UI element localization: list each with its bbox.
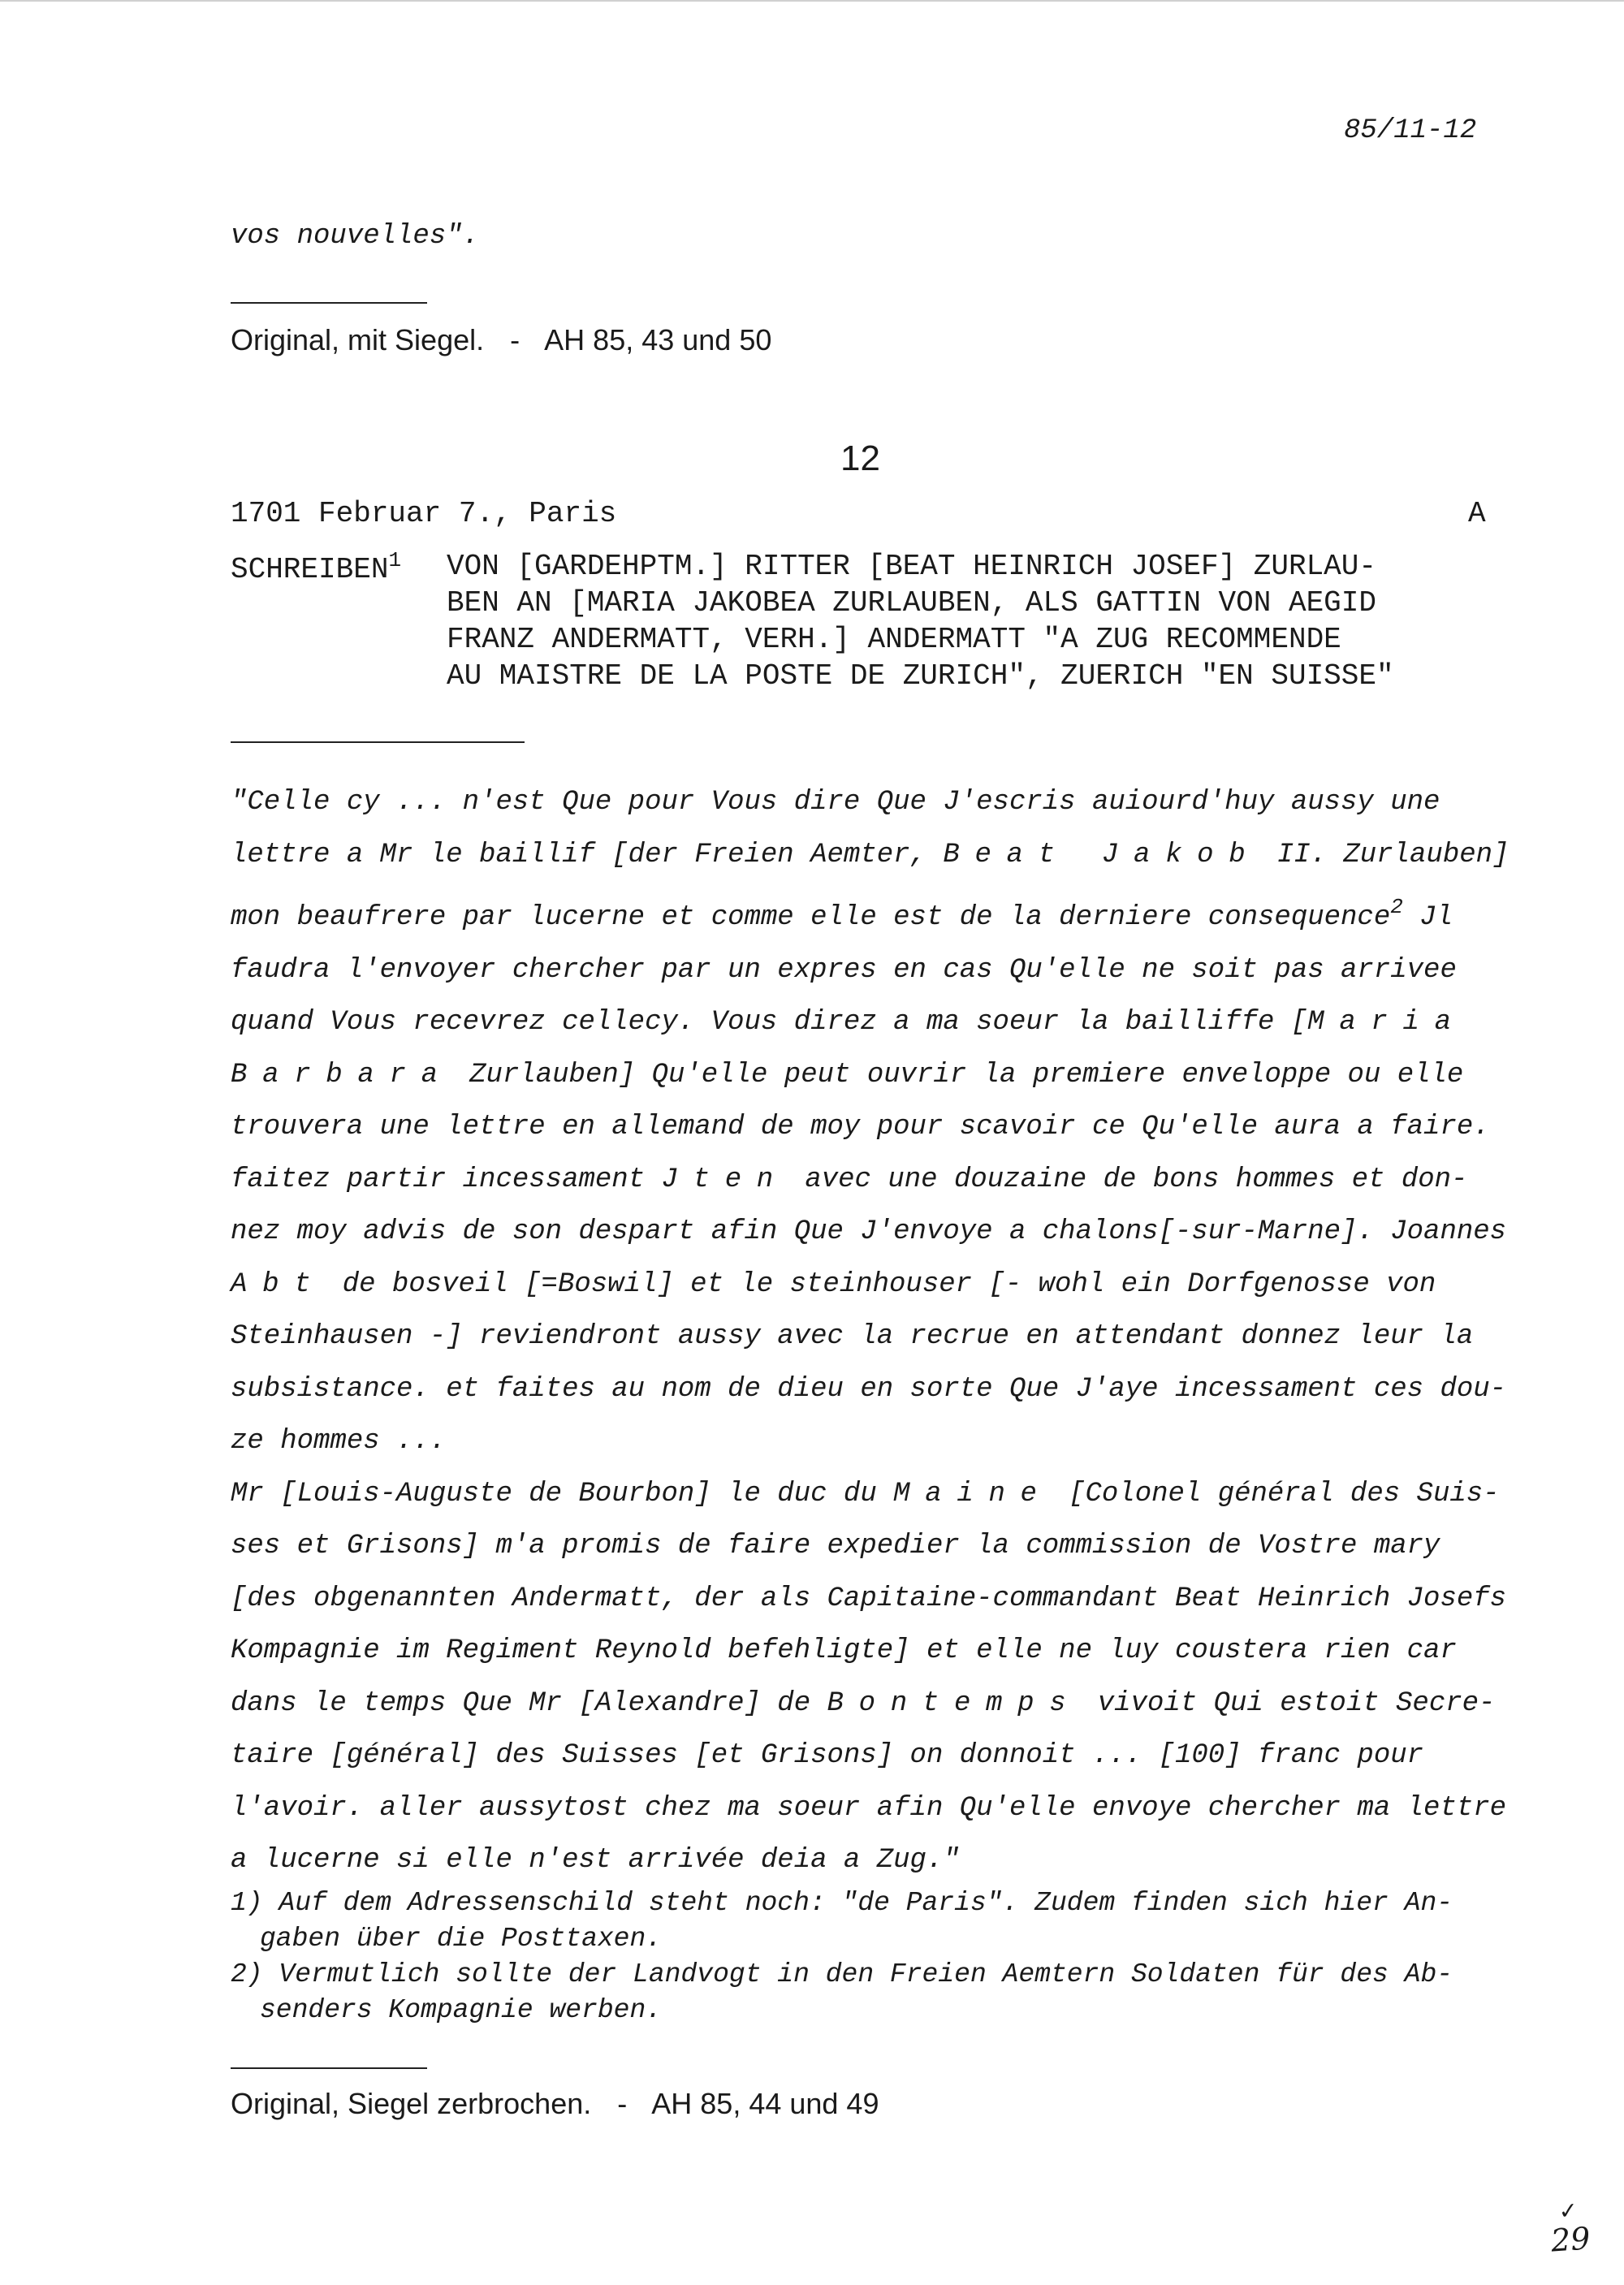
letter-line: faudra l'envoyer chercher par un expres en cas Qu'elle ne soit pas arrivee bbox=[231, 954, 1457, 986]
spaced-name: Barbara bbox=[231, 1059, 453, 1091]
separator-rule bbox=[231, 741, 525, 743]
letter-line: Steinhausen -] reviendront aussy avec la recrue en attendant donnez leur la bbox=[231, 1321, 1474, 1352]
spaced-name: Maria bbox=[1307, 1007, 1466, 1038]
heading-line: AU MAISTRE DE LA POSTE DE ZURICH", ZUERICH "EN SUISSE" bbox=[447, 659, 1394, 693]
separator-rule bbox=[231, 2067, 427, 2069]
spaced-name: Abt bbox=[231, 1268, 326, 1300]
footnote-2: 2) Vermutlich sollte der Landvogt in den Freien Aemtern Soldaten für des Ab- bbox=[231, 1959, 1453, 1989]
spaced-name: Maine bbox=[893, 1478, 1052, 1510]
letter-line: "Celle cy ... n'est Que pour Vous dire Que J'escris auiourd'huy aussy une bbox=[231, 787, 1440, 818]
spaced-name: Beat Jakob bbox=[943, 839, 1261, 870]
heading-line: VON [GARDEHPTM.] RITTER [BEAT HEINRICH JOSEF] ZURLAU- bbox=[447, 550, 1376, 583]
letter-line: dans le temps Que Mr [Alexandre] de Bontemps vivoit Qui estoit Secre- bbox=[231, 1687, 1496, 1719]
source-note-previous bbox=[231, 323, 771, 357]
letter-line: [des obgenannten Andermatt, der als Capitaine-commandant Beat Heinrich Josefs bbox=[231, 1583, 1507, 1614]
letter-line: Kompagnie im Regiment Reynold befehligte] et elle ne luy coustera rien car bbox=[231, 1635, 1457, 1666]
footnote-2-cont: senders Kompagnie werben. bbox=[260, 1995, 663, 2025]
letter-line: ze hommes ... bbox=[231, 1426, 447, 1457]
document-number: 12 bbox=[840, 438, 880, 478]
letter-line: l'avoir. aller aussytost chez ma soeur afin Qu'elle envoye chercher ma lettre bbox=[231, 1792, 1507, 1824]
footnote-marker-2: 2 bbox=[1390, 895, 1403, 919]
checkmark-icon: ✓ bbox=[1557, 2196, 1579, 2225]
heading-line: FRANZ ANDERMATT, VERH.] ANDERMATT "A ZUG RECOMMENDE bbox=[447, 623, 1341, 656]
page-reference: 85/11-12 bbox=[1344, 115, 1477, 146]
letter-line: taire [général] des Suisses [et Grisons] on donnoit ... [100] franc pour bbox=[231, 1740, 1424, 1771]
heading-lead bbox=[231, 548, 401, 586]
letter-line: mon beaufrere par lucerne et comme elle est de la derniere consequence$^2$ Jl bbox=[231, 895, 1453, 933]
source-label: Original, Siegel zerbrochen. bbox=[231, 2087, 592, 2120]
letter-line: ses et Grisons] m'a promis de faire expedier la commission de Vostre mary bbox=[231, 1531, 1440, 1561]
spaced-name: Bontemps bbox=[827, 1687, 1082, 1719]
dateline: 1701 Februar 7., Paris bbox=[231, 497, 617, 530]
letter-line: Abt de bosveil [=Boswil] et le steinhouser [- wohl ein Dorfgenosse von bbox=[231, 1268, 1436, 1300]
letter-line: Mr [Louis-Auguste de Bourbon] le duc du Maine [Colonel général des Suis- bbox=[231, 1478, 1500, 1510]
letter-line: a lucerne si elle n'est arrivée deia a Zug." bbox=[231, 1845, 960, 1876]
source-archive: AH 85, 44 und 49 bbox=[651, 2087, 879, 2120]
footnote-marker-1: 1 bbox=[388, 548, 402, 572]
letter-line: subsistance. et faites au nom de dieu en sorte Que J'aye incessament ces dou- bbox=[231, 1373, 1507, 1405]
footnote-1: 1) Auf dem Adressenschild steht noch: "de Paris". Zudem finden sich hier An- bbox=[231, 1888, 1453, 1918]
footnotes bbox=[231, 1885, 1453, 2028]
separator-rule bbox=[231, 302, 427, 304]
footnote-1-cont: gaben über die Posttaxen. bbox=[260, 1924, 663, 1954]
source-dash: - bbox=[510, 323, 520, 356]
letter-line: trouvera une lettre en allemand de moy pour scavoir ce Qu'elle aura a faire. bbox=[231, 1112, 1490, 1142]
spaced-name: Jten bbox=[661, 1164, 788, 1195]
letter-line: lettre a Mr le baillif [der Freien Aemter, Beat Jakob II. Zurlauben] bbox=[231, 839, 1510, 870]
source-dash: - bbox=[617, 2087, 628, 2120]
handwritten-page-mark bbox=[1549, 2196, 1592, 2259]
source-archive: AH 85, 43 und 50 bbox=[544, 323, 772, 356]
continuation-text: vos nouvelles". bbox=[231, 221, 480, 252]
heading-text bbox=[447, 548, 1394, 694]
heading-line: BEN AN [MARIA JAKOBEA ZURLAUBEN, ALS GATTIN VON AEGID bbox=[447, 586, 1376, 620]
scan-top-edge bbox=[0, 0, 1624, 2]
letter-line: Barbara Zurlauben] Qu'elle peut ouvrir la premiere enveloppe ou elle bbox=[231, 1059, 1464, 1091]
source-label: Original, mit Siegel. bbox=[231, 323, 485, 356]
letter-line: faitez partir incessament Jten avec une douzaine de bons hommes et don- bbox=[231, 1164, 1468, 1195]
letter-text bbox=[231, 776, 1509, 1887]
letter-line: quand Vous recevrez cellecy. Vous direz a ma soeur la bailliffe [Maria bbox=[231, 1007, 1466, 1038]
heading-word: SCHREIBEN bbox=[231, 553, 389, 586]
letter-line: nez moy advis de son despart afin Que J'envoye a chalons[-sur-Marne]. Joannes bbox=[231, 1216, 1507, 1247]
document-letter: A bbox=[1468, 497, 1486, 530]
page-mark-number: 29 bbox=[1549, 2220, 1592, 2259]
source-note bbox=[231, 2087, 879, 2121]
